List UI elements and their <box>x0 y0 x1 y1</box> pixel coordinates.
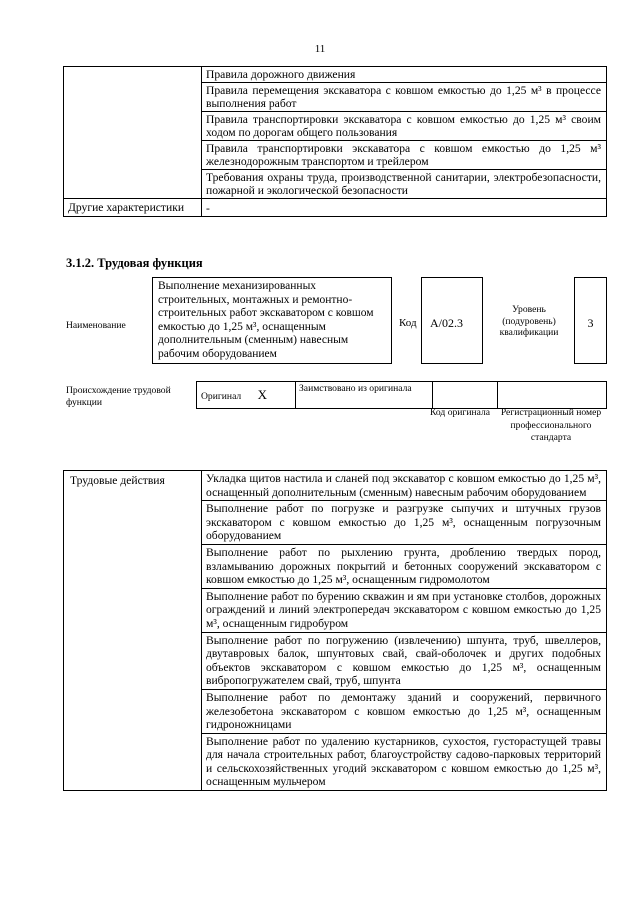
empty-label-cell <box>64 67 202 199</box>
table-row <box>64 67 607 83</box>
original-label: Оригинал <box>201 391 242 402</box>
requirement-item: Правила перемещения экскаватора с ковшом емкостью до 1,25 м³ в процессе выполнения работ <box>202 83 607 112</box>
requirement-item: Правила транспортировки экскаватора с ковшом емкостью до 1,25 м³ железнодорожным транспортом и трейлером <box>202 141 607 170</box>
requirement-item: Требования охраны труда, производственной санитарии, электробезопасности, пожарной и экологической безопасности <box>202 170 607 199</box>
requirement-item: Правила транспортировки экскаватора с ковшом емкостью до 1,25 м³ своим ходом по дорогам общего пользования <box>202 112 607 141</box>
action-item: Выполнение работ по погружению (извлечению) шпунта, труб, швеллеров, двутавровых балок, шпунтовых свай, свай-оболочек и других подобных объектов экскаватором с ковшом емкостью до 1,25 м³, оснащенным вибропогружателем свай, труб, шпунта <box>202 632 607 689</box>
action-item: Выполнение работ по демонтажу зданий и сооружений, первичного железобетона экскаватором с ковшом емкостью до 1,25 м³, оснащенным гидроножницами <box>202 689 607 733</box>
reg-number-cell <box>498 382 607 409</box>
page-number: 11 <box>314 43 326 55</box>
function-name-text: Выполнение механизированных строительных, монтажных и ремонтно-строительных работ экскаватором с ковшом емкостью до 1,25 м³, оснащенным дополнительным (сменным) навесным рабочим оборудованием <box>158 280 374 360</box>
code-box <box>421 277 483 364</box>
original-cell <box>197 382 296 409</box>
action-item: Выполнение работ по рыхлению грунта, дроблению твердых пород, взламыванию дорожных покрытий и бетонных сооружений экскаватором с ковшом емкостью до 1,25 м³, оснащенным гидромолотом <box>202 544 607 588</box>
level-value: 3 <box>587 316 594 330</box>
borrowed-label: Заимствовано из оригинала <box>299 383 412 394</box>
name-label: Наименование <box>66 320 126 331</box>
function-name-box <box>152 277 392 364</box>
origin-label: Происхождение трудовой функции <box>66 385 171 408</box>
section-title: 3.1.2. Трудовая функция <box>66 256 203 270</box>
level-label: Уровень (подуровень) квалификации <box>499 304 559 338</box>
requirements-table <box>63 66 607 217</box>
code-original-cell <box>433 382 498 409</box>
action-item: Выполнение работ по погрузке и разгрузке сыпучих и штучных грузов экскаватором с ковшом емкостью до 1,25 м³, оснащенным погрузочным оборудованием <box>202 501 607 545</box>
original-mark: X <box>257 387 267 402</box>
reg-number-label: Регистрационный номер профессионального стандарта <box>500 407 602 443</box>
code-label: Код <box>399 317 417 329</box>
action-item: Выполнение работ по бурению скважин и ям при установке столбов, дорожных ограждений и линий электропередач экскаватором с ковшом емкостью до 1,25 м³, оснащенным гидробуром <box>202 588 607 632</box>
borrowed-cell <box>296 382 433 409</box>
requirement-item: Правила дорожного движения <box>202 67 607 83</box>
actions-table <box>63 470 607 791</box>
actions-label: Трудовые действия <box>64 471 202 791</box>
action-item: Укладка щитов настила и сланей под экскаватор с ковшом емкостью до 1,25 м³, оснащенный дополнительным (сменным) навесным рабочим оборудованием <box>202 471 607 501</box>
origin-table <box>196 381 607 409</box>
other-characteristics-value: - <box>202 199 607 217</box>
other-characteristics-label: Другие характеристики <box>64 199 202 217</box>
code-value: A/02.3 <box>430 316 463 330</box>
level-box <box>574 277 607 364</box>
action-item: Выполнение работ по удалению кустарников, сухостоя, густорастущей травы для начала строительных работ, благоустройству садово-парковых территорий и сельскохозяйственных угодий экскаватором с ковшом емкостью до 1,25 м³, оснащенным мульчером <box>202 733 607 790</box>
table-row <box>197 382 607 409</box>
table-row <box>64 199 607 217</box>
code-original-label: Код оригинала <box>429 407 491 418</box>
table-row <box>64 471 607 501</box>
